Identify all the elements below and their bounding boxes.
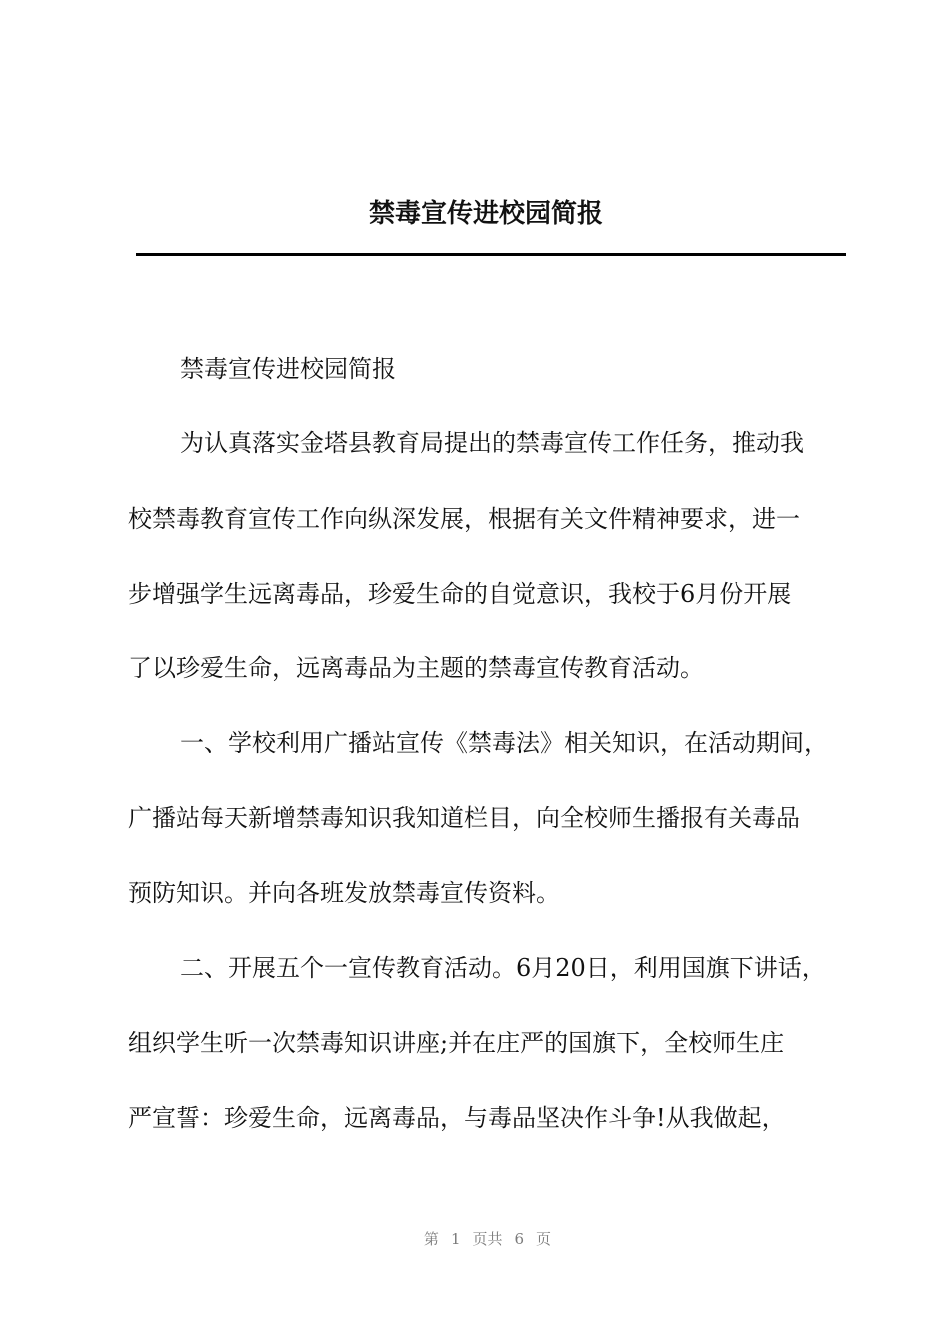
footer-middle: 页共 — [472, 1230, 503, 1248]
body-line: 步增强学生远离毒品，珍爱生命的自觉意识，我校于6月份开展 — [128, 580, 792, 608]
body-line: 预防知识。并向各班发放禁毒宣传资料。 — [128, 879, 560, 907]
footer-suffix: 页 — [536, 1230, 552, 1248]
page-footer — [0, 1229, 950, 1249]
footer-total-pages: 6 — [514, 1230, 525, 1248]
body-line: 组织学生听一次禁毒知识讲座;并在庄严的国旗下，全校师生庄 — [128, 1029, 785, 1057]
body-line: 二、开展五个一宣传教育活动。6月20日，利用国旗下讲话， — [180, 954, 826, 982]
title-underline — [136, 253, 846, 256]
body-line: 严宣誓：珍爱生命，远离毒品，与毒品坚决作斗争!从我做起， — [128, 1104, 786, 1132]
body-line: 了以珍爱生命，远离毒品为主题的禁毒宣传教育活动。 — [128, 654, 704, 682]
document-title: 禁毒宣传进校园简报 — [368, 199, 603, 229]
body-paragraph-heading: 禁毒宣传进校园简报 — [180, 355, 396, 383]
body-line: 校禁毒教育宣传工作向纵深发展，根据有关文件精神要求，进一 — [128, 505, 800, 533]
body-line: 为认真落实金塔县教育局提出的禁毒宣传工作任务，推动我 — [180, 429, 804, 457]
footer-prefix: 第 — [423, 1230, 439, 1248]
footer-current-page: 1 — [450, 1230, 461, 1248]
body-line: 一、学校利用广播站宣传《禁毒法》相关知识，在活动期间， — [180, 729, 828, 757]
body-line: 广播站每天新增禁毒知识我知道栏目，向全校师生播报有关毒品 — [128, 804, 800, 832]
